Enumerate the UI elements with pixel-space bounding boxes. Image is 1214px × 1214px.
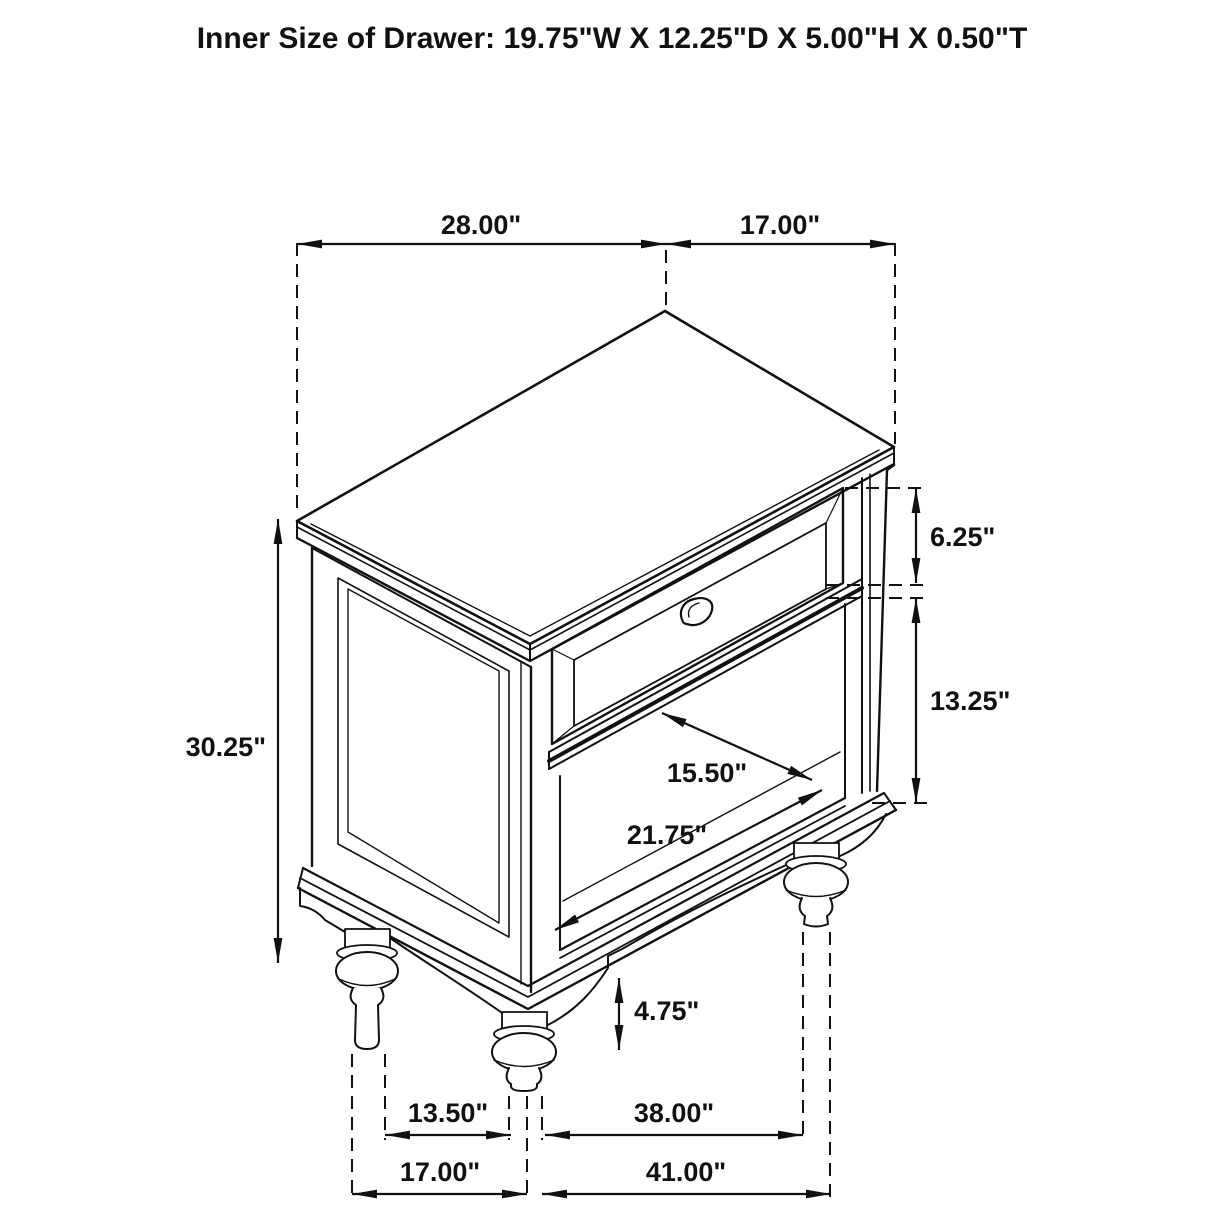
dim-label-leg-height: 4.75" [634, 996, 700, 1026]
dim-label-overall-height: 30.25" [185, 732, 266, 762]
diagram-title: Inner Size of Drawer: 19.75"W X 12.25"D X 5.00"H X 0.50"T [196, 22, 1028, 55]
nightstand-drawing [297, 311, 896, 1091]
dim-label-leg-span: 38.00" [633, 1098, 715, 1128]
dim-label-base-depth: 17.00" [399, 1157, 481, 1187]
right-corner-post [862, 465, 894, 793]
dim-label-top-width: 28.00" [440, 210, 522, 240]
dim-label-shelf-width: 21.75" [626, 820, 708, 850]
right-leg [784, 856, 848, 927]
tabletop [297, 311, 894, 661]
dim-label-base-width: 41.00" [645, 1157, 727, 1187]
dim-label-top-depth: 17.00" [739, 210, 821, 240]
left-leg [336, 945, 398, 1049]
dim-label-leg-inset: 13.50" [407, 1098, 489, 1128]
dim-label-drawer-height: 6.25" [930, 522, 996, 552]
dim-label-shelf-depth: 15.50" [666, 758, 748, 788]
dim-label-opening-height: 13.25" [930, 686, 1011, 716]
front-leg [492, 1026, 556, 1091]
